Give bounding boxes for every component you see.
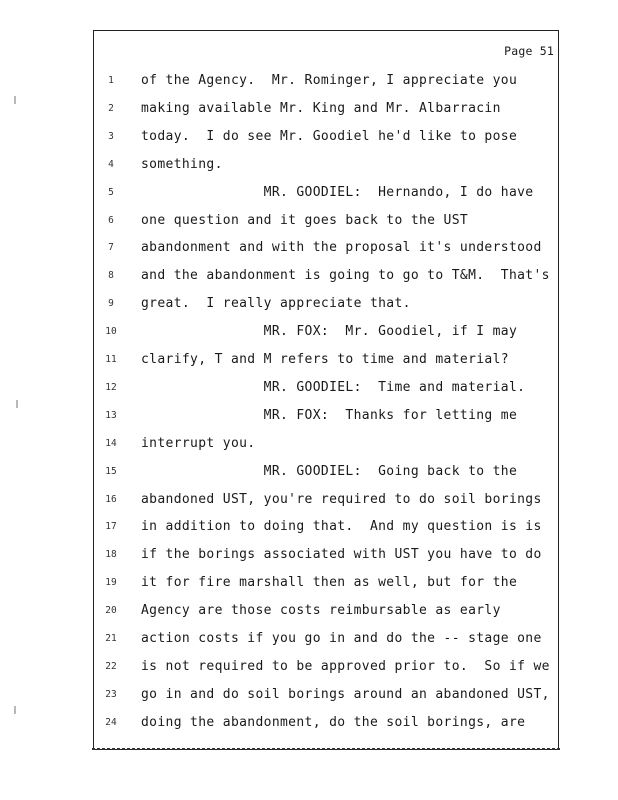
transcript-line: action costs if you go in and do the -- stage one	[141, 631, 542, 646]
transcript-line: MR. FOX: Mr. Goodiel, if I may	[141, 324, 518, 340]
transcript-line: is not required to be approved prior to. So if we	[141, 658, 550, 674]
transcript-line: clarify, T and M refers to time and material?	[141, 352, 509, 367]
line-number: 8	[108, 270, 114, 282]
line-number: 15	[105, 465, 117, 477]
transcript-line: of the Agency. Mr. Rominger, I appreciate you	[141, 73, 518, 88]
transcript-line: go in and do soil borings around an abandoned UST,	[141, 686, 550, 702]
transcript-line: abandonment and with the proposal it's understood	[141, 240, 542, 256]
transcript-line: abandoned UST, you're required to do soil borings	[141, 491, 542, 507]
line-number: 11	[105, 354, 117, 365]
line-number: 1	[108, 75, 114, 86]
line-number: 9	[108, 298, 114, 310]
line-number: 13	[105, 409, 117, 421]
transcript-line: in addition to doing that. And my question is is	[141, 519, 542, 535]
line-number: 23	[105, 688, 117, 700]
scan-speck	[16, 400, 18, 408]
line-number: 16	[105, 493, 117, 505]
line-number: 3	[108, 130, 114, 142]
transcript-line: something.	[141, 156, 223, 172]
transcript-line: MR. GOODIEL: Time and material.	[141, 379, 526, 395]
transcript-line: Agency are those costs reimbursable as early	[141, 603, 501, 619]
transcript-line: doing the abandonment, do the soil borings, are	[141, 714, 526, 730]
page-number: Page 51	[504, 44, 554, 58]
line-number: 7	[108, 242, 114, 254]
transcript-line: it for fire marshall then as well, but for the	[141, 575, 518, 591]
line-number: 5	[108, 186, 114, 198]
scan-speck	[14, 706, 16, 714]
line-number: 21	[105, 633, 117, 644]
transcript-line: MR. FOX: Thanks for letting me	[141, 407, 518, 423]
line-number: 12	[105, 381, 117, 393]
transcript-line: one question and it goes back to the UST	[141, 212, 469, 228]
line-number: 17	[105, 521, 117, 533]
line-number: 4	[108, 158, 114, 170]
line-number: 24	[105, 716, 117, 728]
line-number: 14	[105, 437, 117, 449]
line-number: 6	[108, 214, 114, 226]
frame-bottom-edge	[92, 748, 560, 750]
transcript-line: MR. GOODIEL: Hernando, I do have	[141, 184, 534, 200]
scan-speck	[14, 96, 16, 104]
line-number: 2	[108, 102, 114, 114]
transcript-line: MR. GOODIEL: Going back to the	[141, 463, 518, 479]
transcript-line: great. I really appreciate that.	[141, 296, 411, 312]
line-number: 20	[105, 605, 117, 617]
transcript-line: making available Mr. King and Mr. Albarracin	[141, 100, 501, 116]
transcript-line: and the abandonment is going to go to T&M. That's	[141, 268, 550, 284]
line-number: 10	[105, 326, 117, 338]
transcript-line: today. I do see Mr. Goodiel he'd like to pose	[141, 128, 518, 144]
transcript-line: interrupt you.	[141, 435, 256, 451]
line-number: 22	[105, 660, 117, 672]
line-number: 18	[105, 549, 117, 561]
line-number: 19	[105, 577, 117, 589]
transcript-line: if the borings associated with UST you have to do	[141, 547, 542, 563]
